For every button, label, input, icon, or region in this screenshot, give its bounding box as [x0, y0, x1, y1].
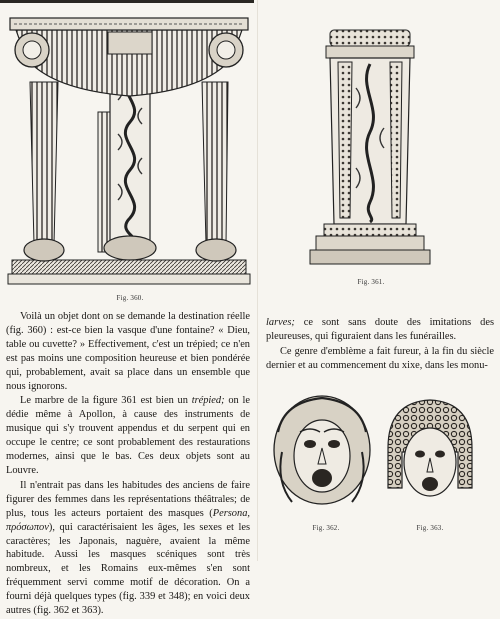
- paragraph-3: Il n'entrait pas dans les habitudes des anciens de faire figurer des femmes dans les représentations théâtrales; de plus, tous les acteurs portaient des masques (Persona, πρόσωπον), qui caractérisaient les âges, les sexes et les caractères; les Japonais, naguère, avaient la même habitude. Aussi les masques scéniques sont très nombreux, et les Romains eux-mêmes s'en sont fréquemment servi comme motif de décoration. On a fourni déjà quelques types (fig. 339 et 348); en voici deux autres (fig. 362 et 363).: [6, 479, 250, 617]
- figure-363-caption: Fig. 363.: [416, 524, 444, 532]
- left-column-text: [6, 310, 250, 619]
- column-gutter: [257, 0, 258, 561]
- figure-363-mask: [378, 398, 482, 518]
- right-paragraph-1: larves; ce sont sans doute des imitations des pleureuses, qui figuraient dans les funérailles.: [266, 317, 494, 342]
- header-rule: [0, 0, 254, 3]
- figure-362-mask: [270, 392, 374, 516]
- paragraph-1: Voilà un objet dont on se demande la destination réelle (fig. 360) : est-ce bien la vasque d'une fontaine? « Dieu, table ou cuvette? » Effectivement, c'est un trépied; ce n'en est pas moins une composition heureuse et bien pondérée qui, probablement, avait sa place dans un ensemble que nous ignorons.: [6, 311, 250, 392]
- figure-360-caption: Fig. 360.: [116, 294, 144, 302]
- right-paragraph-2: Ce genre d'emblème a fait fureur, à la fin du siècle dernier et au commencement du xixe, dans les monu-: [266, 345, 494, 371]
- figure-361-pedestal: [304, 28, 434, 268]
- right-column-text: [266, 316, 494, 374]
- figure-360-tripod: [6, 12, 252, 288]
- figure-362-caption: Fig. 362.: [312, 524, 340, 532]
- paragraph-2: Le marbre de la figure 361 est bien un trépied; on le dédie même à Apollon, à cause des instruments de musique qui s'y trouvent appendus et du serpent qui en occupe le centre; ce sont probablement des restaurations modernes, ainsi que le bas. Ces deux objets sont au Louvre.: [6, 395, 250, 476]
- figure-361-caption: Fig. 361.: [357, 278, 385, 286]
